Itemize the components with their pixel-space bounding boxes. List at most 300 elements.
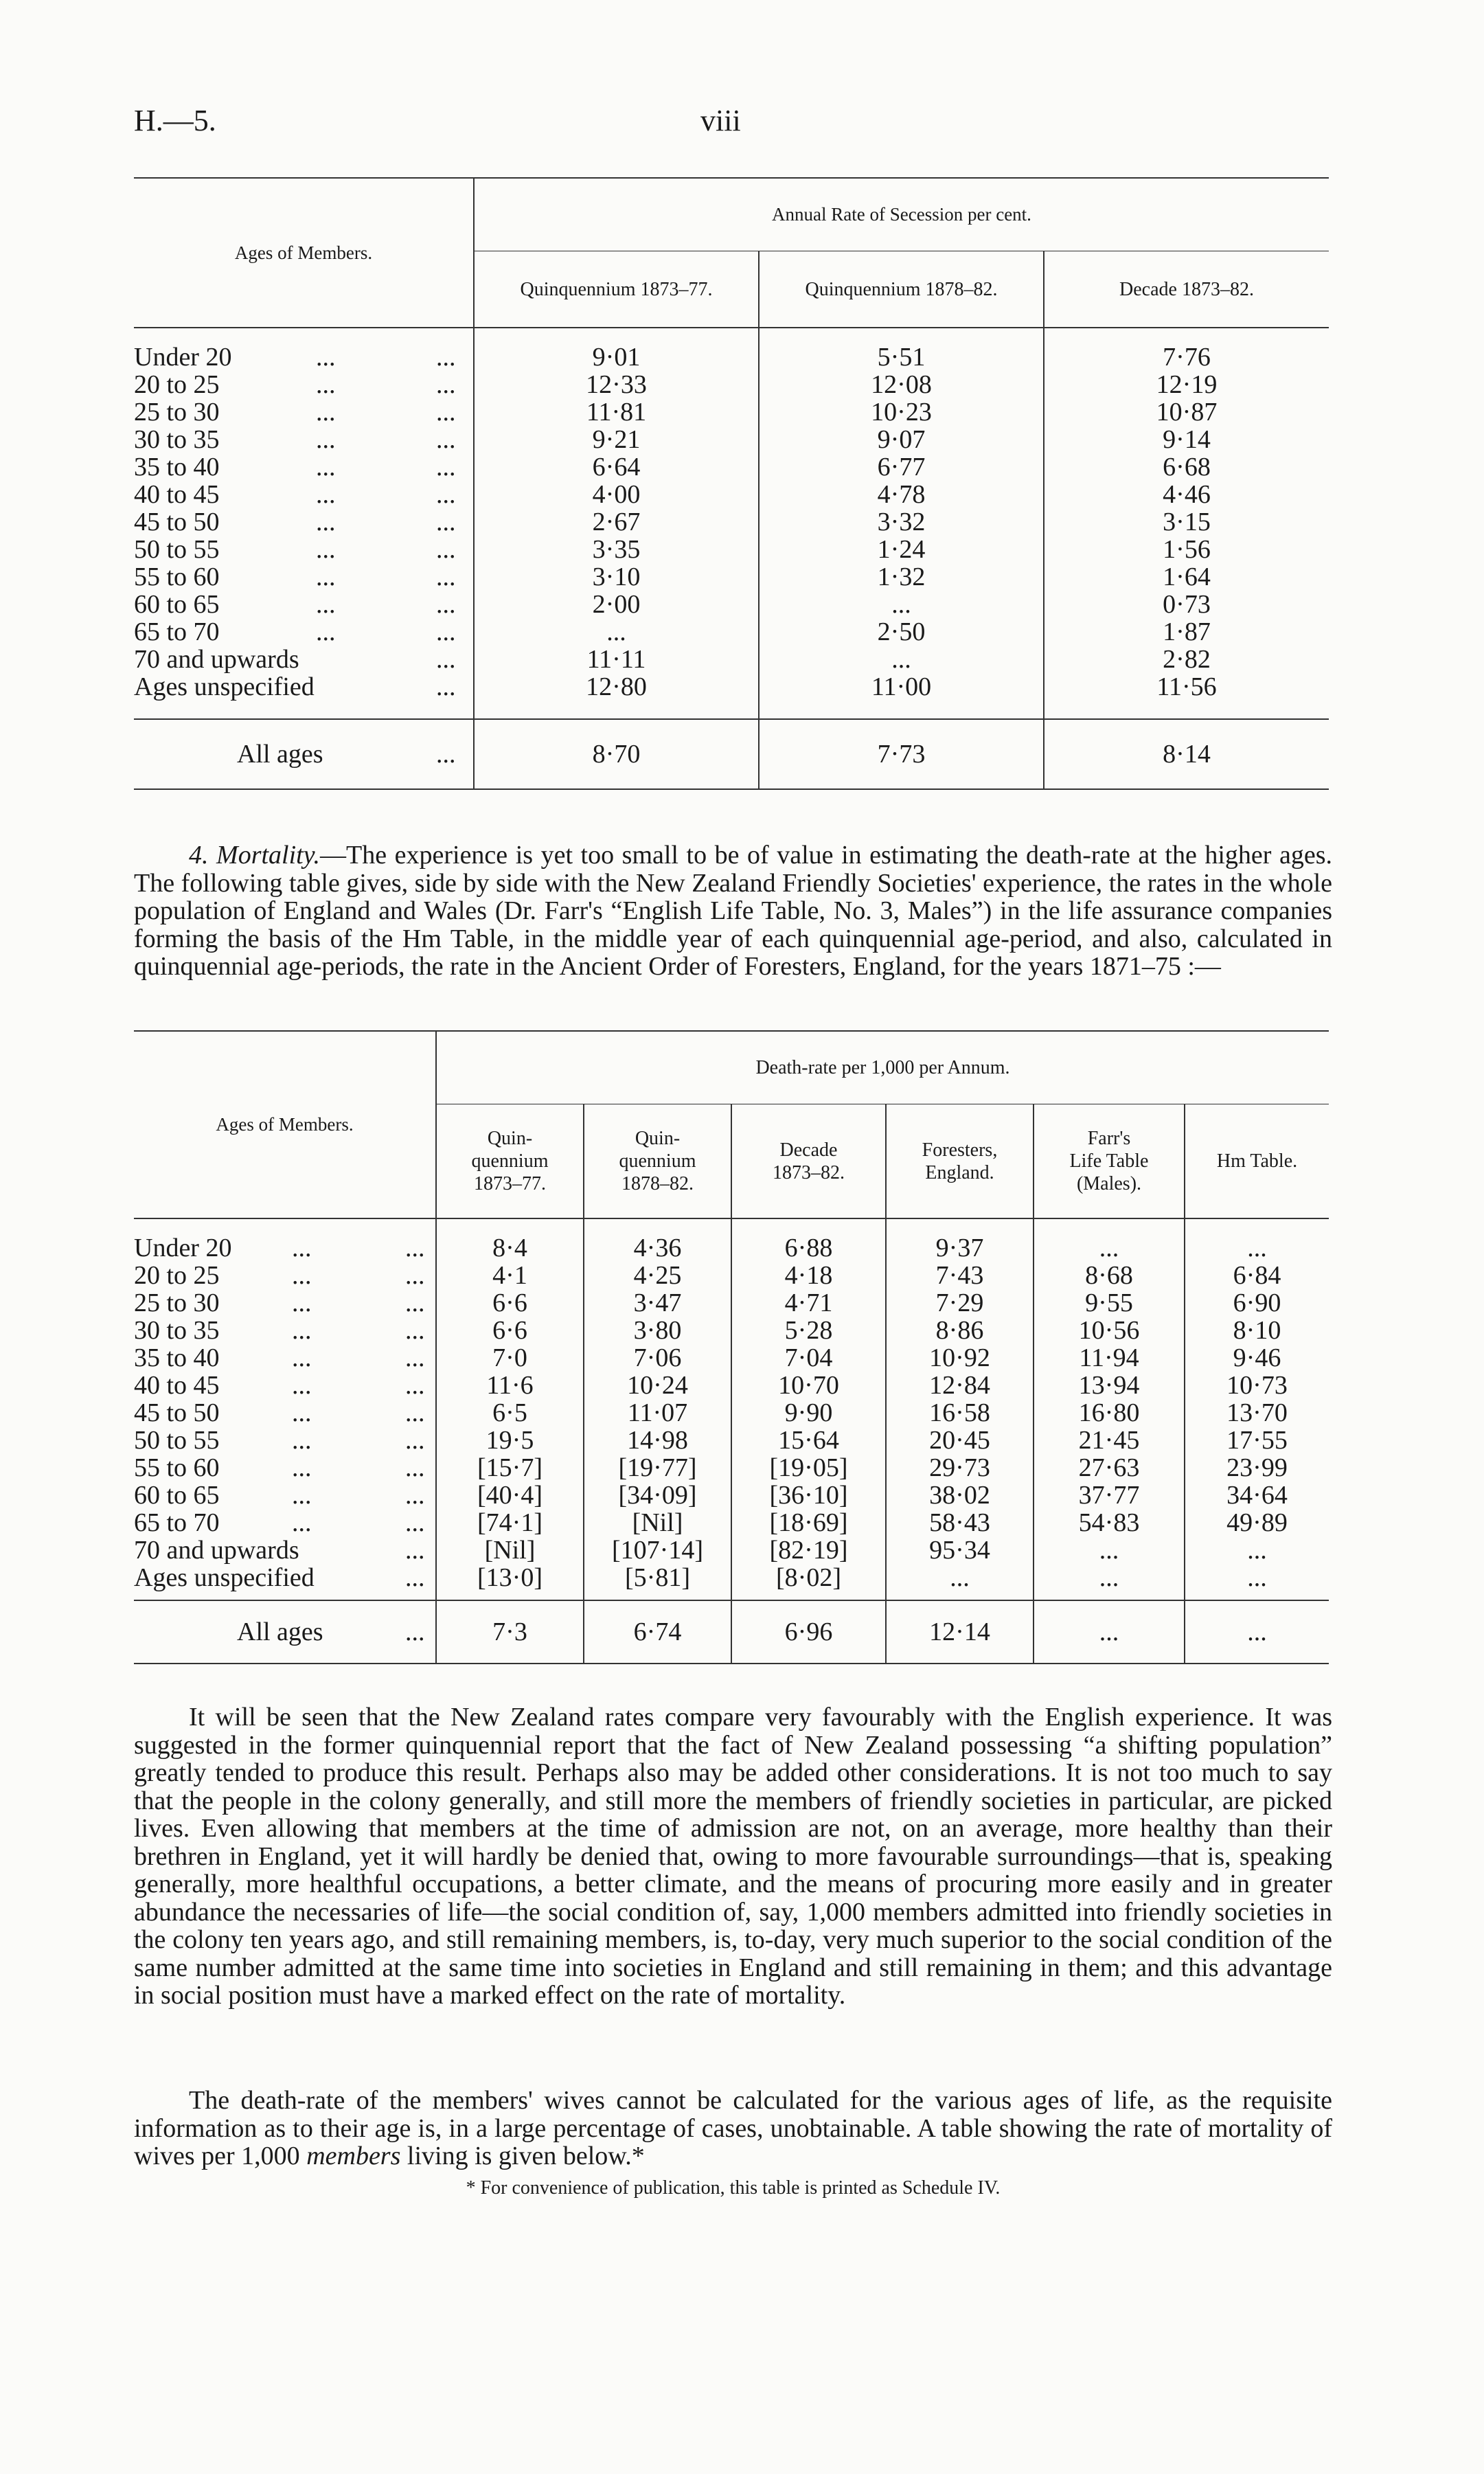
age-label: 50 to 55 (134, 535, 220, 564)
table-cell: ... (1185, 1564, 1329, 1600)
page-header (134, 103, 1329, 144)
table-cell: 19·5 (436, 1427, 584, 1454)
age-label: 60 to 65 (134, 590, 220, 619)
row-label-cell (134, 426, 474, 453)
leader-dots: ... (436, 563, 456, 591)
table-row (134, 1536, 1329, 1564)
leader-dots: ... (316, 343, 336, 372)
table-cell: [Nil] (436, 1536, 584, 1564)
age-label: Ages unspecified (134, 1563, 315, 1592)
leader-dots: ... (292, 1371, 312, 1400)
paragraph-text: living is given below.* (400, 2142, 645, 2170)
total-cell: ... (1185, 1600, 1329, 1664)
row-label-cell (134, 1564, 436, 1600)
age-label: Ages unspecified (134, 672, 315, 701)
age-label: 45 to 50 (134, 1398, 220, 1427)
table-row (134, 1427, 1329, 1454)
row-label-cell (134, 563, 474, 591)
col-header-line: Quin- (635, 1128, 681, 1149)
total-cell: 8·14 (1044, 719, 1329, 789)
leader-dots: ... (405, 1398, 425, 1427)
leader-dots: ... (436, 370, 456, 399)
table-cell: [15·7] (436, 1454, 584, 1482)
leader-dots: ... (316, 617, 336, 646)
table-cell: ... (1034, 1536, 1185, 1564)
table-row (134, 1317, 1329, 1344)
table-cell: 4·00 (474, 481, 759, 508)
leader-dots: ... (436, 480, 456, 509)
paragraph-text: —The experience is yet too small to be of value in estimating the death-rate at the higher ages. The following table gives, side by side with the New Zealand Friendly Societies' experience, the rates in the whole population of England and Wales (Dr. Farr's “English Life Table, No. 3, Males”) in the life assurance companies forming the basis of the Hm Table, in the middle year of each quinquennial age-period, and also, calculated in quinquennial age-periods, the rate in the Ancient Order of Foresters, England, for the years 1871–75 :— (134, 841, 1332, 981)
table-row (134, 426, 1329, 453)
table-cell: 1·64 (1044, 563, 1329, 591)
col-header-line: 1873–77. (474, 1173, 546, 1194)
table-cell: [Nil] (584, 1509, 731, 1536)
table-cell: 29·73 (886, 1454, 1034, 1482)
table-row (134, 1218, 1329, 1262)
group-header-secession: Annual Rate of Secession per cent. (474, 178, 1329, 251)
age-label: Under 20 (134, 1234, 232, 1262)
table-row (134, 328, 1329, 371)
leader-dots: ... (292, 1316, 312, 1345)
age-label: 70 and upwards (134, 645, 299, 674)
row-label-cell (134, 1509, 436, 1536)
table-cell: ... (474, 618, 759, 646)
row-label-cell (134, 1536, 436, 1564)
table-cell: 16·80 (1034, 1399, 1185, 1427)
table-cell: 5·28 (731, 1317, 886, 1344)
leader-dots: ... (405, 1508, 425, 1537)
table-cell: 3·10 (474, 563, 759, 591)
table-cell: 9·14 (1044, 426, 1329, 453)
table-cell: 9·07 (759, 426, 1044, 453)
row-label-cell (134, 1482, 436, 1509)
row-label-cell (134, 536, 474, 563)
page-number: viii (700, 104, 741, 137)
table-cell: 4·18 (731, 1262, 886, 1289)
col-header-line: quennium (471, 1150, 549, 1172)
table-cell: 23·99 (1185, 1454, 1329, 1482)
leader-dots: ... (436, 453, 456, 481)
table-row (134, 618, 1329, 646)
leader-dots: ... (436, 425, 456, 454)
col-header-line: Farr's (1087, 1128, 1131, 1149)
row-label-cell (134, 328, 474, 371)
age-label: 45 to 50 (134, 508, 220, 536)
table-cell: 21·45 (1034, 1427, 1185, 1454)
table-cell: 6·6 (436, 1317, 584, 1344)
row-label-cell (134, 1317, 436, 1344)
paragraph-text: The death-rate of the members' wives cannot be calculated for the various ages of life, as the requisite information as to their age is, in a large percentage of cases, unobtainable. A table showing the rate of mortality of wives per 1,000 (134, 2086, 1332, 2170)
row-label-cell (134, 673, 474, 719)
table-cell: 4·46 (1044, 481, 1329, 508)
table-cell: ... (1034, 1218, 1185, 1262)
section-heading: 4. Mortality. (189, 841, 320, 870)
table-cell: 34·64 (1185, 1482, 1329, 1509)
leader-dots: ... (436, 590, 456, 619)
table-cell: 7·04 (731, 1344, 886, 1372)
leader-dots: ... (405, 1316, 425, 1345)
age-label: 40 to 45 (134, 1371, 220, 1400)
table-cell: 95·34 (886, 1536, 1034, 1564)
row-label-cell (134, 453, 474, 481)
table-cell: 7·06 (584, 1344, 731, 1372)
document-reference: H.—5. (134, 104, 216, 137)
table-cell: 8·10 (1185, 1317, 1329, 1344)
leader-dots: ... (405, 1618, 425, 1646)
age-label: 25 to 30 (134, 1289, 220, 1317)
table-cell: 58·43 (886, 1509, 1034, 1536)
leader-dots: ... (405, 1453, 425, 1482)
table-cell: 38·02 (886, 1482, 1034, 1509)
table-cell: [82·19] (731, 1536, 886, 1564)
table-row (134, 1262, 1329, 1289)
col-header: Quinquennium 1873–77. (474, 251, 759, 328)
table-cell: 20·45 (886, 1427, 1034, 1454)
leader-dots: ... (292, 1234, 312, 1262)
table-cell: 3·80 (584, 1317, 731, 1344)
table-cell: 11·6 (436, 1372, 584, 1399)
table-cell: [74·1] (436, 1509, 584, 1536)
leader-dots: ... (316, 370, 336, 399)
table-cell: 1·87 (1044, 618, 1329, 646)
paragraph-text: It will be seen that the New Zealand rates compare very favourably with the English experience. It was suggested in the former quinquennial report that the fact of New Zealand possessing “a shifting population” greatly tended to produce this result. Perhaps also may be added other considerations. It is not too much to say that the people in the colony generally, and still more the members of friendly societies in particular, are picked lives. Even allowing that members at the time of admission are not, on an average, more healthy than their brethren in England, yet it will hardly be denied that, owing to more favourable surroundings—that is, speaking generally, more healthful occupations, a better climate, and the means of procuring more easily and in greater abundance the necessaries of life—the social condition of, say, 1,000 members admitted into friendly societies in the colony ten years ago, and still remaining members, is, to-day, very much superior to the social condition of the same number admitted at the same time into societies in England and still remaining in them; and this advantage in social position must have a marked effect on the rate of mortality. (134, 1703, 1332, 2010)
table-cell: 6·6 (436, 1289, 584, 1317)
leader-dots: ... (436, 672, 456, 701)
table-cell: 11·00 (759, 673, 1044, 719)
table-cell: 4·25 (584, 1262, 731, 1289)
table-cell: 2·50 (759, 618, 1044, 646)
age-label: 55 to 60 (134, 1453, 220, 1482)
col-header (886, 1104, 1034, 1219)
col-header-ages: Ages of Members. (234, 242, 373, 263)
table-cell: 3·35 (474, 536, 759, 563)
table-row (134, 536, 1329, 563)
table-cell: 2·82 (1044, 646, 1329, 673)
row-label-cell (134, 1218, 436, 1262)
table-cell: 1·56 (1044, 536, 1329, 563)
row-label-cell (134, 646, 474, 673)
age-label: 30 to 35 (134, 425, 220, 454)
age-label: 40 to 45 (134, 480, 220, 509)
emphasis: members (306, 2142, 401, 2170)
table-cell: 11·07 (584, 1399, 731, 1427)
footnote: * For convenience of publication, this table is printed as Schedule IV. (466, 2177, 1001, 2199)
row-label-cell (134, 591, 474, 618)
table-cell: 10·87 (1044, 398, 1329, 426)
table-cell: 54·83 (1034, 1509, 1185, 1536)
table-cell: 6·84 (1185, 1262, 1329, 1289)
table-cell: 13·94 (1034, 1372, 1185, 1399)
table-cell: 0·73 (1044, 591, 1329, 618)
table-cell: [19·05] (731, 1454, 886, 1482)
table-cell: 6·68 (1044, 453, 1329, 481)
secession-table (134, 177, 1329, 790)
table-row (134, 1344, 1329, 1372)
table-cell: 12·33 (474, 371, 759, 398)
leader-dots: ... (436, 343, 456, 372)
total-row (134, 1600, 1329, 1664)
leader-dots: ... (405, 1426, 425, 1455)
leader-dots: ... (316, 563, 336, 591)
table-cell: 12·84 (886, 1372, 1034, 1399)
total-cell: 6·96 (731, 1600, 886, 1664)
table-cell: 14·98 (584, 1427, 731, 1454)
table-cell: [8·02] (731, 1564, 886, 1600)
row-label-cell (134, 371, 474, 398)
leader-dots: ... (405, 1563, 425, 1592)
table-cell: 7·43 (886, 1262, 1034, 1289)
comparison-paragraph (134, 1703, 1332, 2010)
table-cell: ... (1185, 1536, 1329, 1564)
table-cell: 11·11 (474, 646, 759, 673)
total-label: All ages (237, 1618, 323, 1646)
table-cell: 9·46 (1185, 1344, 1329, 1372)
col-header: Decade 1873–82. (1044, 251, 1329, 328)
table-cell: 4·36 (584, 1218, 731, 1262)
table-cell: [18·69] (731, 1509, 886, 1536)
table-cell: ... (886, 1564, 1034, 1600)
table-cell: 49·89 (1185, 1509, 1329, 1536)
col-header-line: Hm Table. (1216, 1150, 1298, 1172)
table-cell: [40·4] (436, 1482, 584, 1509)
table-cell: 12·08 (759, 371, 1044, 398)
table-cell: 1·24 (759, 536, 1044, 563)
row-label-cell (134, 1454, 436, 1482)
col-header-line: (Males). (1076, 1173, 1142, 1194)
table-cell: 10·24 (584, 1372, 731, 1399)
table-cell: 11·94 (1034, 1344, 1185, 1372)
age-label: 70 and upwards (134, 1536, 299, 1565)
leader-dots: ... (316, 453, 336, 481)
table-cell: [36·10] (731, 1482, 886, 1509)
age-label: 55 to 60 (134, 563, 220, 591)
table-cell: 9·21 (474, 426, 759, 453)
table-cell: 2·00 (474, 591, 759, 618)
table-cell: 3·47 (584, 1289, 731, 1317)
age-label: Under 20 (134, 343, 232, 372)
table-row (134, 646, 1329, 673)
leader-dots: ... (405, 1343, 425, 1372)
total-cell: ... (1034, 1600, 1185, 1664)
row-label-cell (134, 398, 474, 426)
table-cell: 27·63 (1034, 1454, 1185, 1482)
table-cell: [19·77] (584, 1454, 731, 1482)
col-header-line: 1873–82. (773, 1161, 845, 1183)
table-cell: 6·5 (436, 1399, 584, 1427)
table-cell: ... (1034, 1564, 1185, 1600)
leader-dots: ... (436, 398, 456, 427)
row-label-cell (134, 481, 474, 508)
leader-dots: ... (292, 1426, 312, 1455)
col-header-line: Life Table (1069, 1150, 1149, 1172)
group-header-death-rate: Death-rate per 1,000 per Annum. (436, 1031, 1329, 1104)
table-cell: 9·55 (1034, 1289, 1185, 1317)
total-cell: 7·73 (759, 719, 1044, 789)
table-cell: 4·1 (436, 1262, 584, 1289)
leader-dots: ... (292, 1398, 312, 1427)
row-label-cell (134, 1399, 436, 1427)
table-row (134, 563, 1329, 591)
row-label-cell (134, 618, 474, 646)
col-header-line: quennium (619, 1150, 696, 1172)
total-row (134, 719, 1329, 789)
table-cell: 10·56 (1034, 1317, 1185, 1344)
table-row (134, 673, 1329, 719)
leader-dots: ... (292, 1261, 312, 1290)
row-label-cell (134, 1289, 436, 1317)
total-label: All ages (237, 740, 323, 769)
table-cell: 9·01 (474, 328, 759, 371)
row-label-cell (134, 719, 474, 789)
table-cell: 9·90 (731, 1399, 886, 1427)
table-cell: [34·09] (584, 1482, 731, 1509)
mortality-paragraph (134, 841, 1332, 981)
age-label: 50 to 55 (134, 1426, 220, 1455)
age-label: 65 to 70 (134, 617, 220, 646)
table-cell: ... (1185, 1218, 1329, 1262)
table-cell: 5·51 (759, 328, 1044, 371)
table-cell: 6·64 (474, 453, 759, 481)
col-header-line: Foresters, (922, 1139, 998, 1161)
row-label-cell (134, 1372, 436, 1399)
leader-dots: ... (292, 1508, 312, 1537)
table-row (134, 453, 1329, 481)
wives-paragraph (134, 2087, 1332, 2170)
table-row (134, 398, 1329, 426)
col-header (731, 1104, 886, 1219)
leader-dots: ... (405, 1481, 425, 1510)
table-cell: [5·81] (584, 1564, 731, 1600)
table-row (134, 1399, 1329, 1427)
table-row (134, 1454, 1329, 1482)
death-rate-table (134, 1030, 1329, 1664)
table-cell: 37·77 (1034, 1482, 1185, 1509)
total-cell: 12·14 (886, 1600, 1034, 1664)
age-label: 25 to 30 (134, 398, 220, 427)
table-row (134, 1482, 1329, 1509)
table-cell: 8·4 (436, 1218, 584, 1262)
table-cell: 9·37 (886, 1218, 1034, 1262)
col-header: Quinquennium 1878–82. (759, 251, 1044, 328)
col-header (436, 1104, 584, 1219)
table-cell: 17·55 (1185, 1427, 1329, 1454)
leader-dots: ... (316, 508, 336, 536)
leader-dots: ... (405, 1371, 425, 1400)
table-cell: 10·70 (731, 1372, 886, 1399)
table-cell: 12·19 (1044, 371, 1329, 398)
table-cell: ... (759, 646, 1044, 673)
row-label-cell (134, 1427, 436, 1454)
table-cell: 10·73 (1185, 1372, 1329, 1399)
total-cell: 7·3 (436, 1600, 584, 1664)
col-header-line: 1878–82. (621, 1173, 694, 1194)
table-cell: 11·81 (474, 398, 759, 426)
table-row (134, 508, 1329, 536)
table-cell: 2·67 (474, 508, 759, 536)
table-cell: [13·0] (436, 1564, 584, 1600)
age-label: 20 to 25 (134, 1261, 220, 1290)
leader-dots: ... (436, 740, 456, 769)
table-cell: 15·64 (731, 1427, 886, 1454)
leader-dots: ... (316, 535, 336, 564)
table-cell: 10·23 (759, 398, 1044, 426)
table-cell: 12·80 (474, 673, 759, 719)
table-row (134, 1509, 1329, 1536)
leader-dots: ... (292, 1289, 312, 1317)
total-cell: 8·70 (474, 719, 759, 789)
age-label: 35 to 40 (134, 1343, 220, 1372)
leader-dots: ... (405, 1536, 425, 1565)
table-cell: 8·68 (1034, 1262, 1185, 1289)
table-cell: 4·71 (731, 1289, 886, 1317)
table-row (134, 371, 1329, 398)
table-row (134, 1289, 1329, 1317)
table-cell: 16·58 (886, 1399, 1034, 1427)
table-cell: 6·90 (1185, 1289, 1329, 1317)
table-cell: 13·70 (1185, 1399, 1329, 1427)
row-label-cell (134, 1344, 436, 1372)
table-cell: 6·77 (759, 453, 1044, 481)
table-cell: 3·15 (1044, 508, 1329, 536)
age-label: 35 to 40 (134, 453, 220, 481)
leader-dots: ... (292, 1343, 312, 1372)
leader-dots: ... (405, 1261, 425, 1290)
table-row (134, 591, 1329, 618)
leader-dots: ... (436, 617, 456, 646)
col-header (1185, 1104, 1329, 1219)
table-cell: 7·76 (1044, 328, 1329, 371)
table-row (134, 481, 1329, 508)
col-header (1034, 1104, 1185, 1219)
col-header-line: Quin- (487, 1128, 533, 1149)
total-cell: 6·74 (584, 1600, 731, 1664)
table-cell: 1·32 (759, 563, 1044, 591)
table-cell: [107·14] (584, 1536, 731, 1564)
table-cell: 7·29 (886, 1289, 1034, 1317)
age-label: 20 to 25 (134, 370, 220, 399)
leader-dots: ... (436, 508, 456, 536)
table-cell: 7·0 (436, 1344, 584, 1372)
col-header-line: Decade (779, 1139, 838, 1161)
leader-dots: ... (316, 480, 336, 509)
leader-dots: ... (316, 398, 336, 427)
table-cell: 6·88 (731, 1218, 886, 1262)
table-cell: ... (759, 591, 1044, 618)
col-header (584, 1104, 731, 1219)
table-cell: 3·32 (759, 508, 1044, 536)
age-label: 30 to 35 (134, 1316, 220, 1345)
leader-dots: ... (436, 535, 456, 564)
table-row (134, 1564, 1329, 1600)
row-label-cell (134, 508, 474, 536)
table-row (134, 1372, 1329, 1399)
table-cell: 10·92 (886, 1344, 1034, 1372)
leader-dots: ... (316, 425, 336, 454)
age-label: 65 to 70 (134, 1508, 220, 1537)
leader-dots: ... (292, 1453, 312, 1482)
age-label: 60 to 65 (134, 1481, 220, 1510)
leader-dots: ... (292, 1481, 312, 1510)
row-label-cell (134, 1262, 436, 1289)
leader-dots: ... (405, 1234, 425, 1262)
table-cell: 8·86 (886, 1317, 1034, 1344)
leader-dots: ... (436, 645, 456, 674)
col-header-ages: Ages of Members. (216, 1114, 354, 1135)
col-header-line: England. (925, 1161, 994, 1183)
row-label-cell (134, 1600, 436, 1664)
leader-dots: ... (316, 590, 336, 619)
table-cell: 11·56 (1044, 673, 1329, 719)
